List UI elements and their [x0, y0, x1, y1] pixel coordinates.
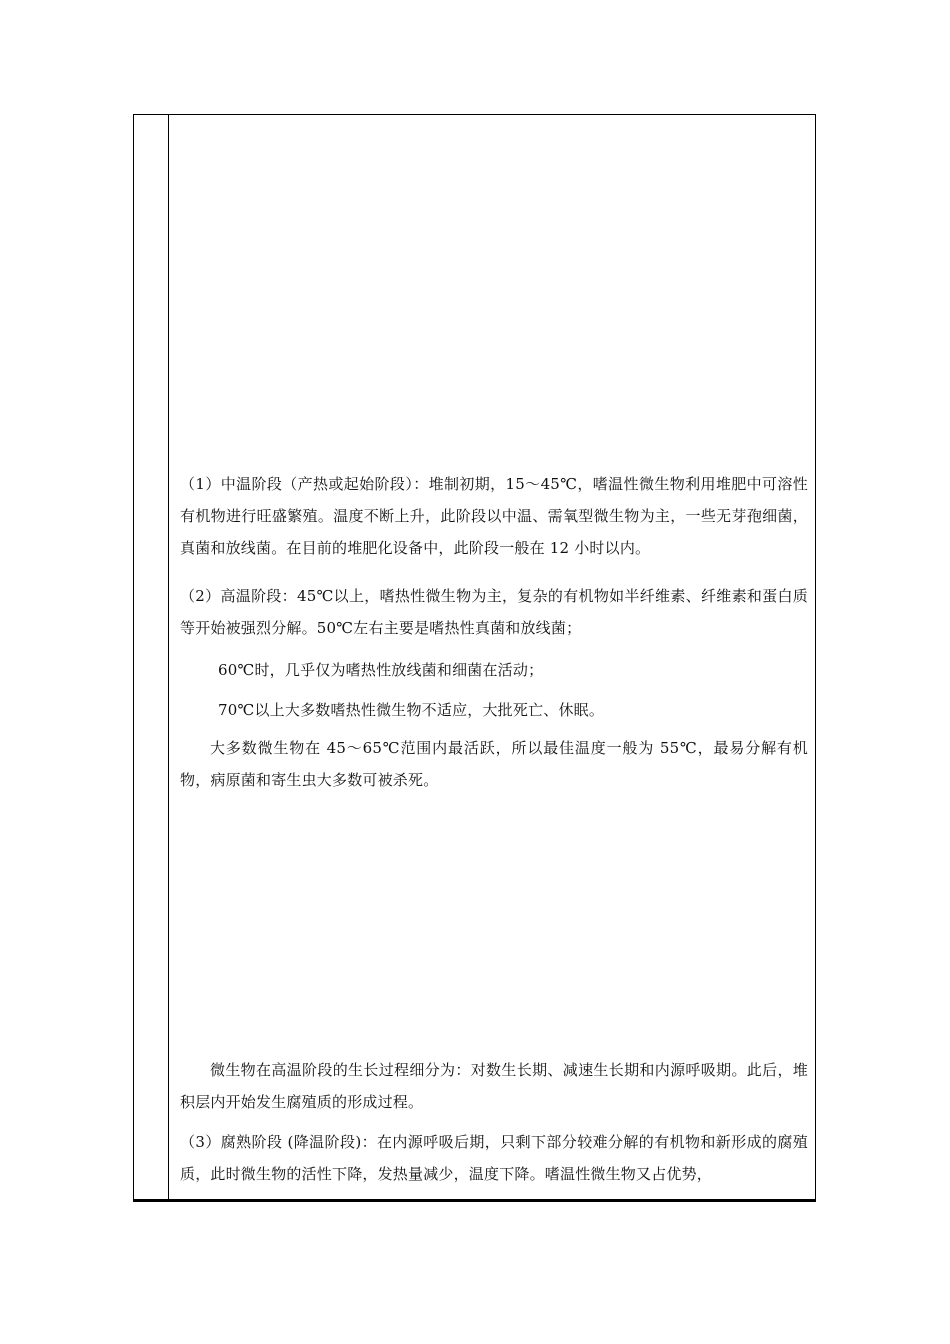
paragraph-stage-3: （3）腐熟阶段 (降温阶段)：在内源呼吸后期，只剩下部分较难分解的有机物和新形成的腐殖质，此时微生物的活性下降，发热量减少，温度下降。嗜温性微生物又占优势， [180, 1133, 808, 1183]
paragraph-70c: 70℃以上大多数嗜热性微生物不适应，大批死亡、休眠。 [218, 701, 605, 719]
paragraph-growth-phases: 微生物在高温阶段的生长过程细分为：对数生长期、减速生长期和内源呼吸期。此后，堆积层内开始发生腐殖质的形成过程。 [180, 1061, 808, 1111]
table-left-column [134, 115, 169, 1199]
paragraph-60c: 60℃时，几乎仅为嗜热性放线菌和细菌在活动； [218, 661, 544, 679]
paragraph-optimal-temp: 大多数微生物在 45～65℃范围内最活跃，所以最佳温度一般为 55℃，最易分解有机物，病原菌和寄生虫大多数可被杀死。 [180, 739, 808, 789]
paragraph-stage-1: （1）中温阶段（产热或起始阶段）：堆制初期，15～45℃，嗜温性微生物利用堆肥中可溶性有机物进行旺盛繁殖。温度不断上升，此阶段以中温、需氧型微生物为主，一些无芽孢细菌，真菌和放线菌。在目前的堆肥化设备中，此阶段一般在 12 小时以内。 [180, 475, 808, 557]
paragraph-stage-2: （2）高温阶段：45℃以上，嗜热性微生物为主，复杂的有机物如半纤维素、纤维素和蛋白质等开始被强烈分解。50℃左右主要是嗜热性真菌和放线菌； [180, 587, 808, 637]
